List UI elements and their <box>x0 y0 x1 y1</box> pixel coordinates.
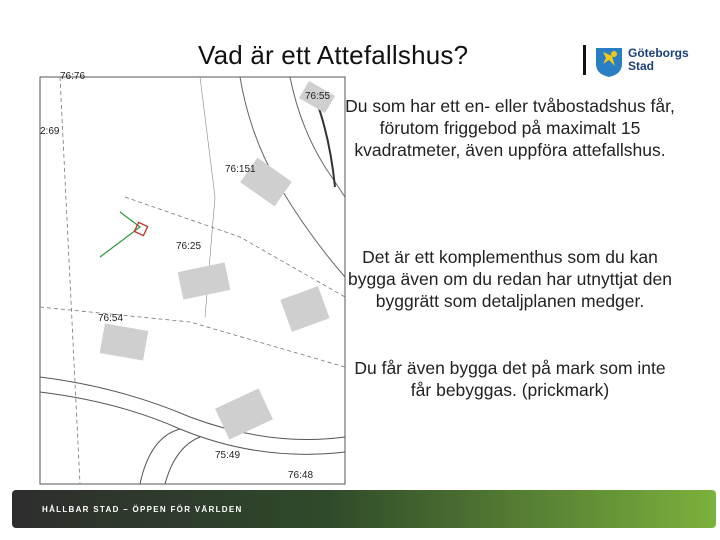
slide-title: Vad är ett Attefallshus? <box>198 40 469 70</box>
footer-text: HÅLLBAR STAD – ÖPPEN FÖR VÄRLDEN <box>42 505 243 514</box>
map-label: 75:49 <box>215 450 241 461</box>
paragraph-1: Du som har ett en- eller tvåbostadshus får, förutom friggebod på maximalt 15 kvadratmeter, även uppföra attefallshus. <box>345 96 675 160</box>
map-label: 76:55 <box>305 91 331 102</box>
header-divider <box>583 45 586 75</box>
paragraph-2: Det är ett komplementhus som du kan bygga även om du redan har utnyttjat den byggrätt som detaljplanen medger. <box>348 247 672 311</box>
map-label: 2:69 <box>40 126 60 137</box>
paragraph-3: Du får även bygga det på mark som inte får bebyggas. (prickmark) <box>354 358 666 400</box>
property-map <box>40 71 345 484</box>
logo-text <box>628 47 689 73</box>
map-label: 76:48 <box>288 470 314 481</box>
map-label: 76:54 <box>98 313 124 324</box>
coat-of-arms-icon <box>596 48 622 77</box>
logo-line1: Göteborgs <box>628 46 689 60</box>
logo-line2: Stad <box>628 59 655 73</box>
map-label: 76:76 <box>60 71 86 82</box>
map-label: 76:25 <box>176 241 202 252</box>
map-label: 76:151 <box>225 164 256 175</box>
